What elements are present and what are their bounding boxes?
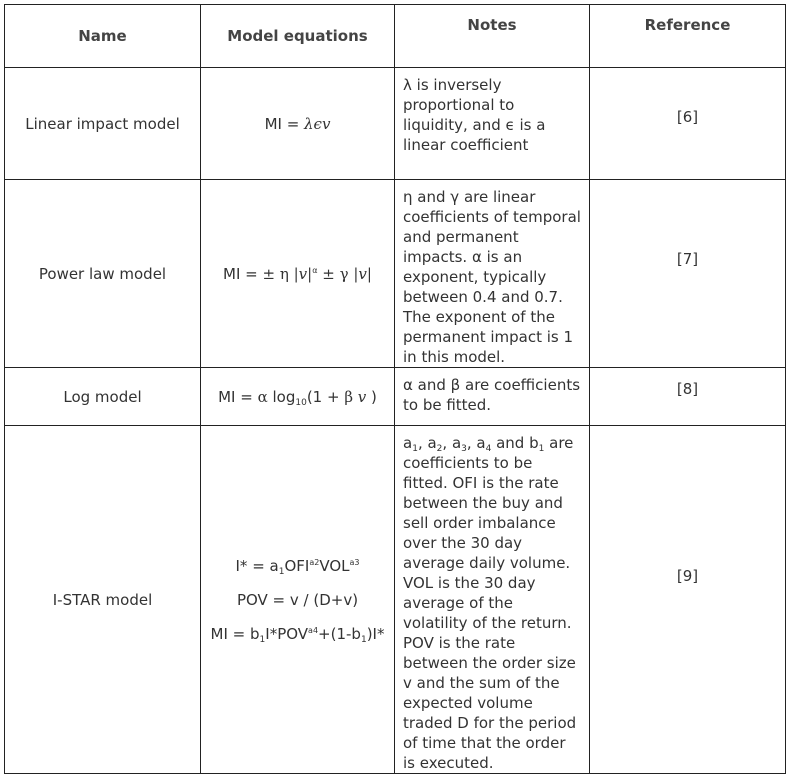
model-notes — [395, 180, 590, 368]
eq-math: v — [357, 387, 367, 406]
eq-text: OFI — [284, 556, 310, 575]
eq-symbol: β — [344, 387, 353, 406]
table-row — [5, 68, 786, 180]
notes-text: and — [412, 188, 451, 206]
eq-line-mi — [201, 617, 394, 651]
notes-text: and — [412, 376, 451, 394]
notes-text: and b — [491, 434, 539, 452]
notes-text: are coefficients to be fitted. OFI is the rate between the buy and sell order imbalance over the 30 day average daily volume. VOL is the 30 day average of the volatility of the return. POV is the rate between the order size v and the sum of the expected volume traded D for the period of time that the order is executed. — [403, 434, 577, 772]
notes-text: , a — [442, 434, 462, 452]
eq-text: log — [267, 387, 296, 406]
eq-text: MI = — [264, 114, 305, 133]
eq-exponent: a3 — [349, 557, 360, 567]
notes-text: , a — [466, 434, 486, 452]
notes-symbol: η — [403, 188, 413, 206]
reference-text: [6] — [676, 108, 699, 126]
notes-text: are coefficients to be fitted. — [403, 376, 581, 414]
eq-math: v — [298, 264, 308, 283]
notes-symbol: β — [450, 376, 461, 394]
eq-text: )I* — [366, 624, 385, 643]
notes-text: a — [403, 434, 413, 452]
eq-line-pov: POV = v / (D+v) — [236, 590, 359, 609]
notes-subscript: 1 — [412, 444, 418, 454]
notes-subscript: 2 — [436, 444, 443, 454]
header-notes: Notes — [395, 5, 590, 68]
eq-line-istar — [201, 549, 394, 583]
notes-text: is an exponent, typically between 0.4 and 0.7. The exponent of the permanent impact is 1 in this model. — [403, 248, 574, 366]
model-table — [4, 4, 786, 774]
model-name: I-STAR model — [5, 426, 201, 774]
notes-text: is inversely proportional to liquidity, and — [403, 76, 515, 134]
eq-symbol: | — [307, 264, 313, 283]
eq-subscript: 1 — [278, 566, 285, 577]
reference-text: [7] — [676, 250, 699, 268]
model-reference — [590, 180, 786, 368]
notes-text: are linear coefficients of temporal and permanent impacts. — [403, 188, 581, 266]
model-reference — [590, 426, 786, 774]
model-notes — [395, 68, 590, 180]
eq-text: I* = a — [235, 556, 279, 575]
eq-exponent: a4 — [308, 625, 319, 635]
eq-text: VOL — [319, 556, 350, 575]
model-name: Log model — [5, 368, 201, 426]
notes-subscript: 3 — [461, 444, 467, 454]
eq-symbol: ± η | — [262, 264, 299, 283]
notes-subscript: 1 — [538, 444, 545, 454]
model-reference — [590, 68, 786, 180]
notes-symbol: α — [471, 248, 482, 266]
eq-symbol: α — [257, 387, 268, 406]
eq-text: MI = — [223, 264, 263, 283]
header-name: Name — [5, 5, 201, 68]
eq-text: MI = — [218, 387, 258, 406]
table-row — [5, 426, 786, 774]
model-name: Linear impact model — [5, 68, 201, 180]
header-row — [5, 5, 786, 68]
notes-text: is a linear coefficient — [403, 116, 546, 154]
eq-text: MI = b — [210, 624, 260, 643]
eq-exponent: α — [312, 265, 318, 275]
notes-subscript: 4 — [485, 444, 492, 454]
model-equation — [201, 68, 395, 180]
notes-symbol: γ — [450, 188, 460, 206]
notes-symbol: α — [403, 376, 413, 394]
model-reference — [590, 368, 786, 426]
eq-subscript: 1 — [360, 634, 367, 645]
model-equation — [201, 368, 395, 426]
model-notes — [395, 368, 590, 426]
header-equations: Model equations — [201, 5, 395, 68]
eq-symbol: | — [366, 264, 372, 283]
notes-text: , a — [417, 434, 437, 452]
model-equation — [201, 180, 395, 368]
eq-symbol: ± γ | — [317, 264, 359, 283]
eq-text: +(1-b — [318, 624, 361, 643]
reference-text: [9] — [676, 567, 699, 585]
table-row — [5, 180, 786, 368]
eq-text: ) — [366, 387, 377, 406]
reference-text: [8] — [676, 380, 699, 398]
eq-subscript: 10 — [295, 397, 307, 408]
eq-text: (1 + — [306, 387, 345, 406]
table-row — [5, 368, 786, 426]
eq-math: λϵv — [304, 114, 331, 133]
model-equation — [201, 426, 395, 774]
header-reference: Reference — [590, 5, 786, 68]
eq-exponent: a2 — [309, 557, 320, 567]
eq-subscript: 1 — [259, 634, 266, 645]
notes-symbol: λ — [403, 76, 412, 94]
eq-math: v — [358, 264, 367, 283]
eq-text: I*POV — [265, 624, 309, 643]
model-notes — [395, 426, 590, 774]
notes-symbol: ϵ — [505, 116, 515, 134]
model-name: Power law model — [5, 180, 201, 368]
